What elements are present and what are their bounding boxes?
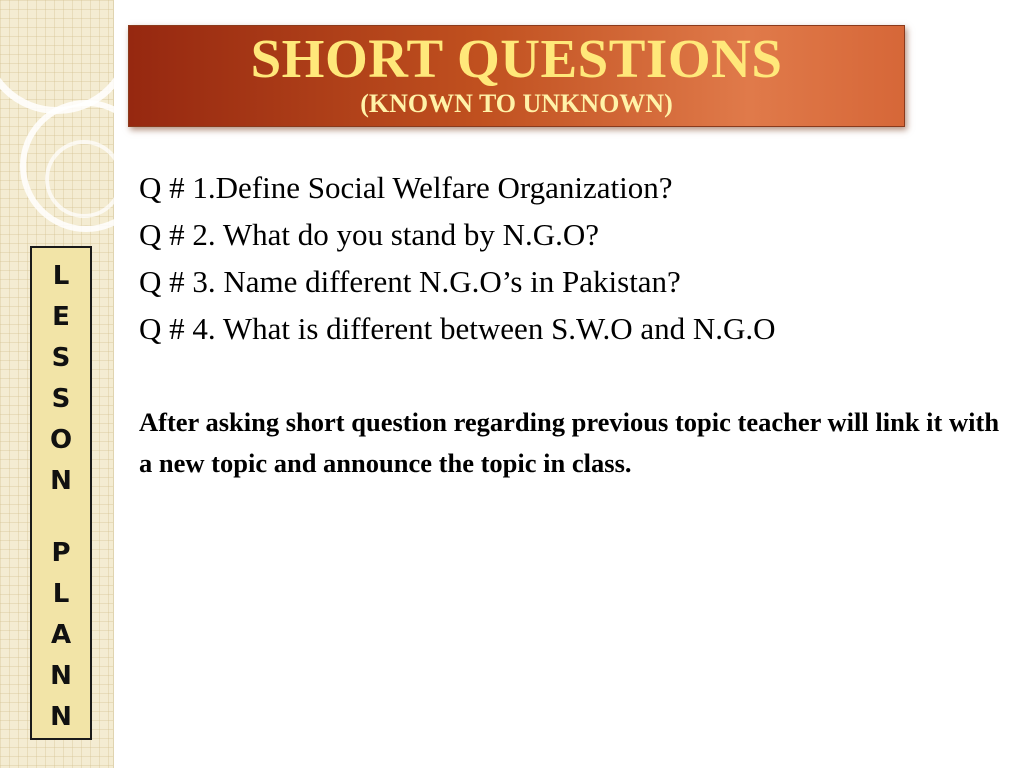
vertical-letter: N [50, 702, 72, 732]
question-item: Q # 4. What is different between S.W.O and N.G.O [139, 311, 776, 346]
page-subtitle: (KNOWN TO UNKNOWN) [360, 89, 673, 118]
vertical-letter: N [50, 661, 72, 691]
vertical-letter: E [52, 302, 70, 332]
page-title: SHORT QUESTIONS [250, 28, 783, 89]
lesson-plan-vertical-label [30, 246, 92, 740]
vertical-letter: L [52, 579, 70, 609]
question-item: Q # 1.Define Social Welfare Organization? [139, 170, 673, 205]
question-list [139, 164, 1009, 352]
vertical-letter: S [51, 343, 71, 373]
decorative-circle [45, 140, 123, 218]
teacher-note: After asking short question regarding previous topic teacher will link it with a new topic and announce the topic in class. [139, 407, 1000, 478]
vertical-letter: L [52, 261, 70, 291]
question-item: Q # 3. Name different N.G.O’s in Pakistan? [139, 264, 681, 299]
vertical-letter: N [50, 466, 72, 496]
vertical-letter: S [51, 384, 71, 414]
vertical-letter: P [51, 538, 71, 568]
question-item: Q # 2. What do you stand by N.G.O? [139, 217, 600, 252]
vertical-letter: O [49, 425, 73, 455]
decorative-circle [0, 0, 134, 114]
title-banner [128, 25, 905, 127]
vertical-letter: A [50, 620, 72, 650]
